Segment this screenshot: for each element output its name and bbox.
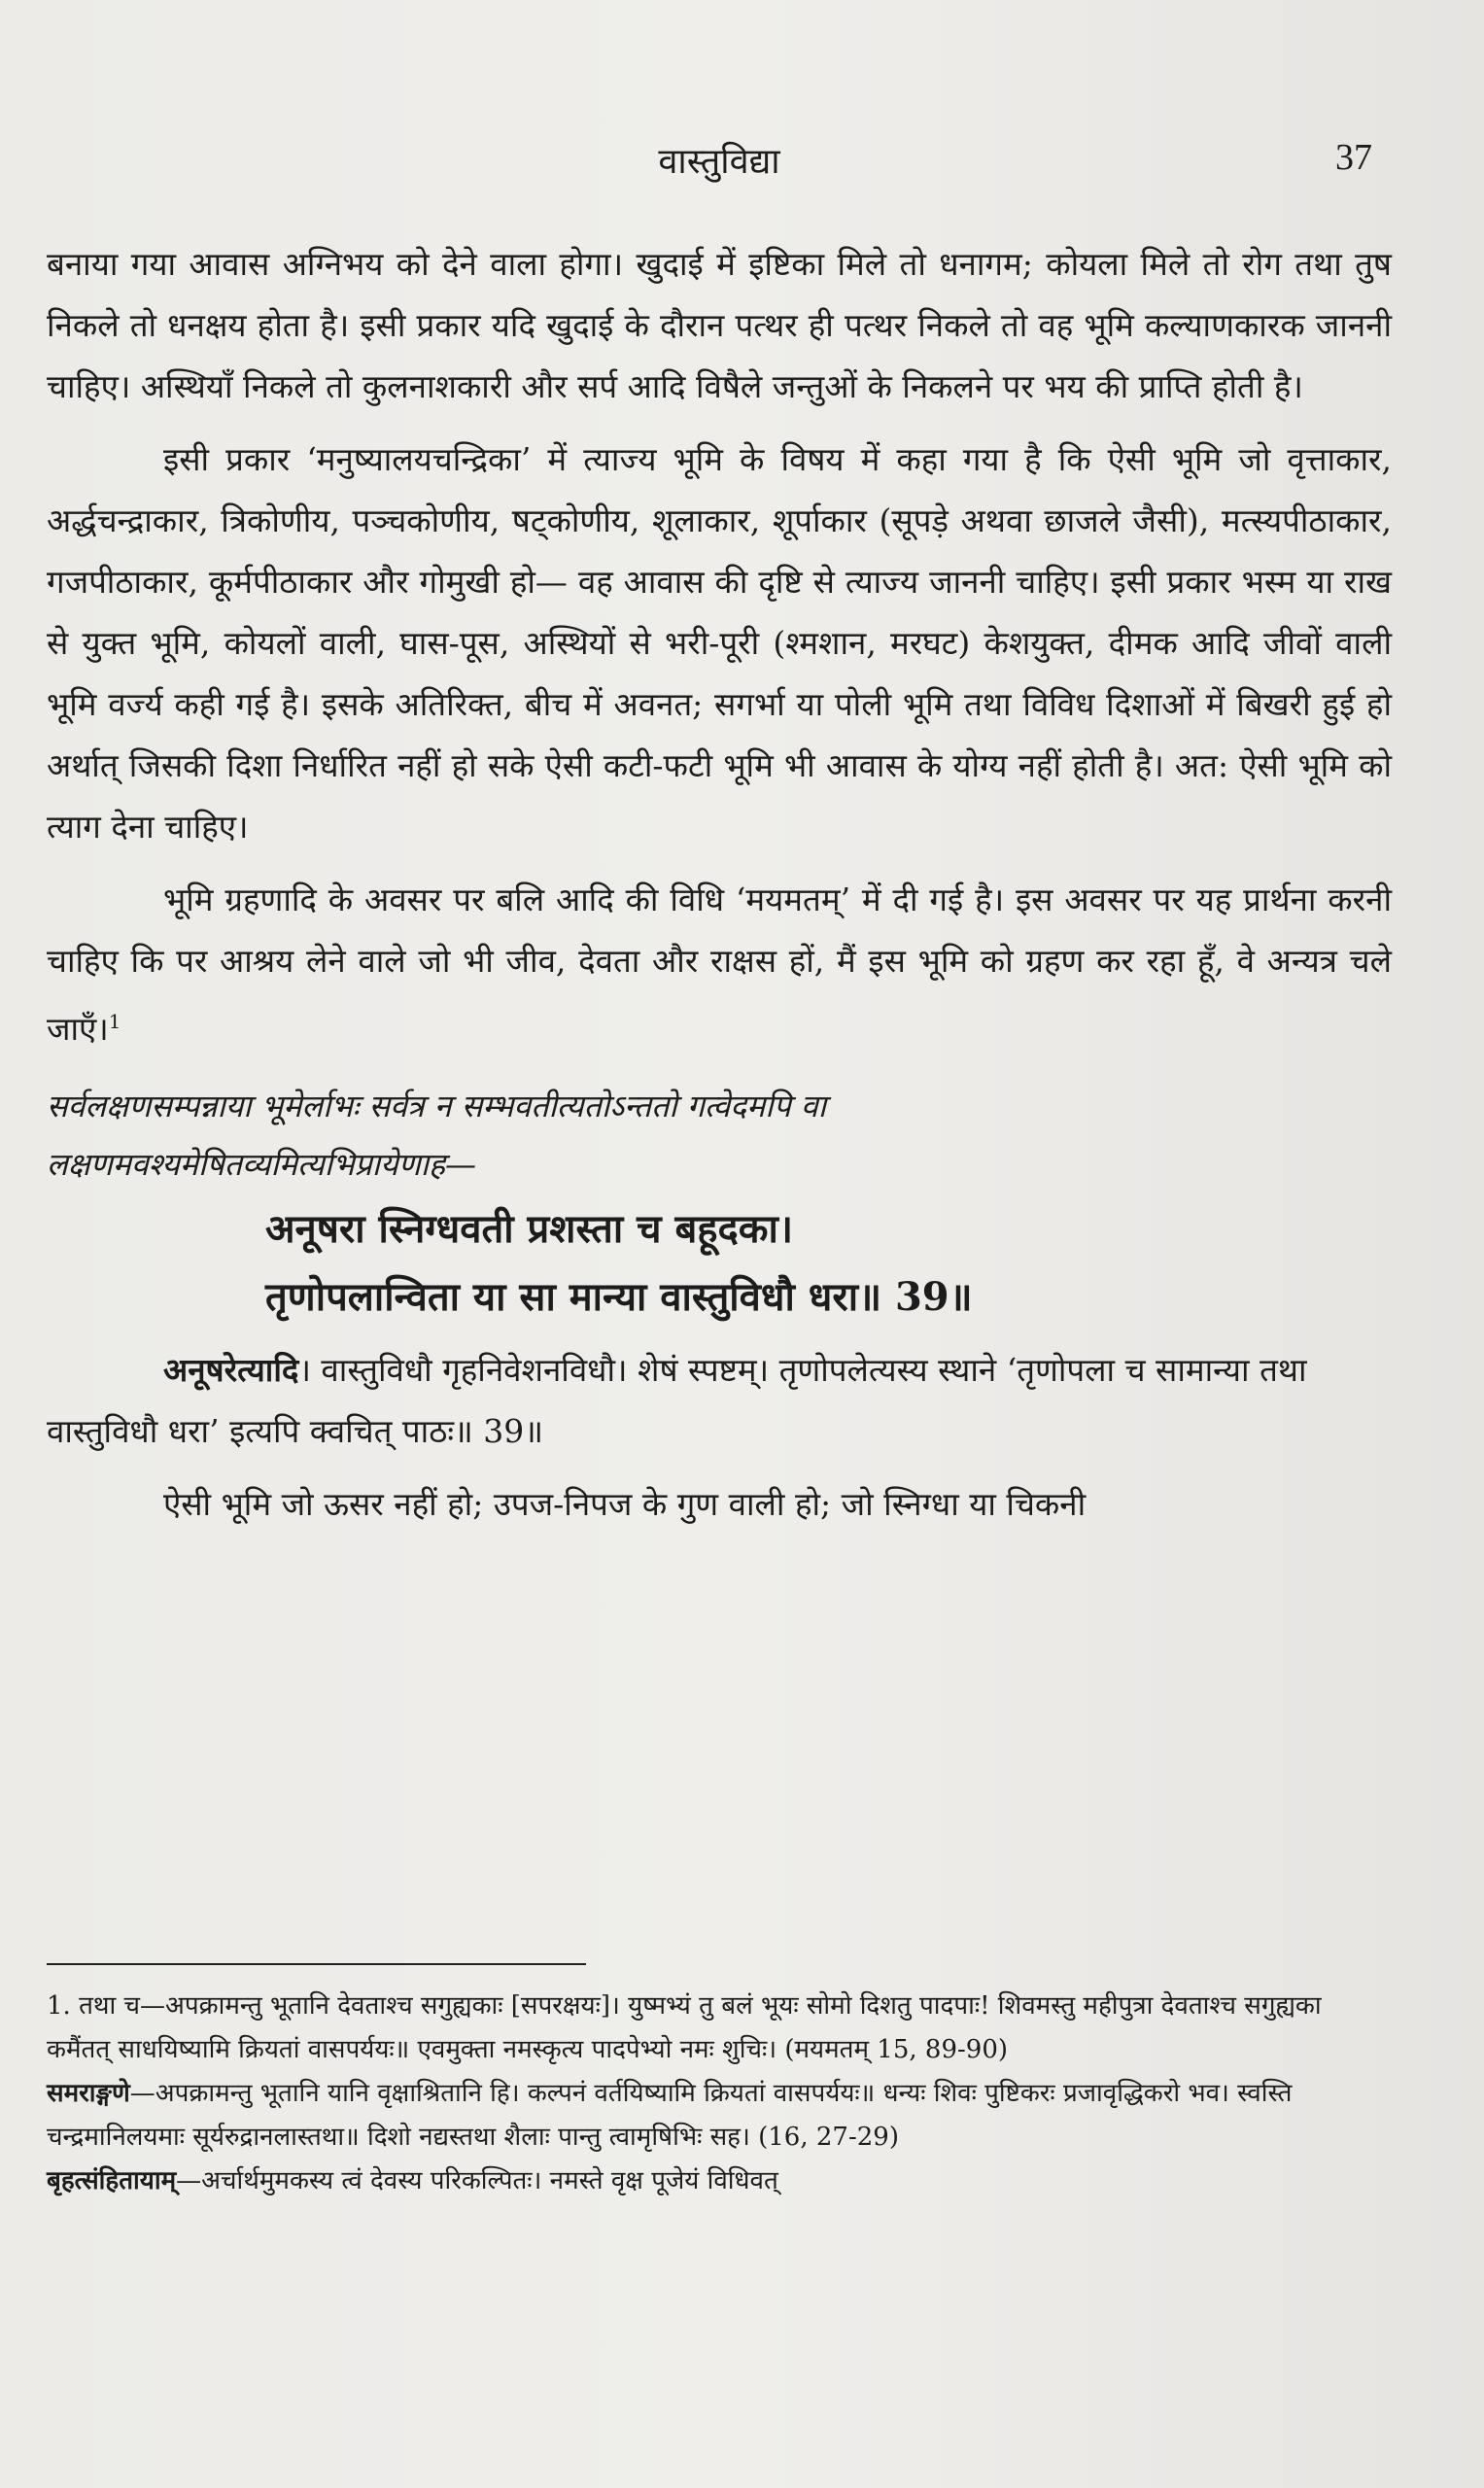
page-header <box>47 136 1392 194</box>
page-number: 37 <box>1335 137 1372 178</box>
footnote-3 <box>47 2160 1392 2203</box>
footnote-2-lead: समराङ्गणे <box>47 2079 130 2108</box>
footnote-marker: 1 <box>108 1010 121 1033</box>
sanskrit-intro <box>47 1077 1392 1193</box>
footnote-1: 1. तथा च—अपक्रामन्तु भूतानि देवताश्च सगुह्यकाः [सपरक्षयः]। युष्मभ्यं तु बलं भूयः सोमो दिशतु पादपाः! शिवमस्तु महीपुत्रा देवताश्च सगुह्यका कमैंतत् साधयिष्यामि क्रियतां वासपर्ययः॥ एवमुक्ता नमस्कृत्य पादपेभ्यो नमः शुचिः। (मयमतम् 15, 89-90) <box>47 1991 1322 2064</box>
footnote-2-text: —अपक्रामन्तु भूतानि यानि वृक्षाश्रितानि हि। कल्पनं वर्तयिष्यामि क्रियतां वासपर्ययः॥ धन्यः शिवः पुष्टिकरः प्रजावृद्धिकरो भव। स्वस्ति चन्द्रमानिलयमाः सूर्यरुद्रानलास्तथा॥ दिशो नद्यस्तथा शैलाः पान्तु त्वामृषिभिः सह। (16, 27-29) <box>47 2079 1293 2152</box>
footnote-divider <box>47 1963 586 1965</box>
main-text <box>47 233 1392 1546</box>
footnote-3-lead: बृहत्संहितायाम् <box>47 2166 177 2195</box>
running-title: वास्तुविद्या <box>658 142 780 182</box>
footnote-3-text: —अर्चार्थमुमकस्य त्वं देवस्य परिकल्पितः। नमस्ते वृक्ष पूजेयं विधिवत् <box>176 2166 778 2195</box>
paragraph-3 <box>47 869 1392 1059</box>
footnote-2 <box>47 2072 1392 2160</box>
footnotes <box>47 1985 1392 2203</box>
commentary-text: । वास्तुविधौ गृहनिवेशनविधौ। शेषं स्पष्टम्। तृणोपलेत्यस्य स्थाने ‘तृणोपला च सामान्या तथा वास्तुविधौ धरा’ इत्यपि क्वचित् पाठः॥ 39॥ <box>47 1351 1307 1450</box>
paragraph-1: बनाया गया आवास अग्निभय को देने वाला होगा। खुदाई में इष्टिका मिले तो धनागम; कोयला मिले तो रोग तथा तुष निकले तो धनक्षय होता है। इसी प्रकार यदि खुदाई के दौरान पत्थर ही पत्थर निकले तो वह भूमि कल्याणकारक जाननी चाहिए। अस्थियाँ निकले तो कुलनाशकारी और सर्प आदि विषैले जन्तुओं के निकलने पर भय की प्राप्ति होती है। <box>47 245 1392 405</box>
last-paragraph: ऐसी भूमि जो ऊसर नहीं हो; उपज-निपज के गुण वाली हो; जो स्निग्धा या चिकनी <box>163 1485 1087 1523</box>
sanskrit-intro-line-1: सर्वलक्षणसम्पन्नाया भूमेर्लाभः सर्वत्र न सम्भवतीत्यतोऽन्ततो गत्वेदमपि वा <box>47 1088 826 1124</box>
verse-line-2: तृणोपलान्विता या सा मान्या वास्तुविधौ धरा॥ 39॥ <box>265 1274 973 1320</box>
verse-block <box>47 1195 1392 1331</box>
verse-line-1: अनूषरा स्निग्धवती प्रशस्ता च बहूदका। <box>265 1206 794 1252</box>
paragraph-2: इसी प्रकार ‘मनुष्यालयचन्द्रिका’ में त्याज्य भूमि के विषय में कहा गया है कि ऐसी भूमि जो वृत्ताकार, अर्द्धचन्द्राकार, त्रिकोणीय, पञ्चकोणीय, षट्कोणीय, शूलाकार, शूर्पाकार (सूपड़े अथवा छाजले जैसी), मत्स्यपीठाकार, गजपीठाकार, कूर्मपीठाकार और गोमुखी हो— वह आवास की दृष्टि से त्याज्य जाननी चाहिए। इसी प्रकार भस्म या राख से युक्त भूमि, कोयलों वाली, घास-पूस, अस्थियों से भरी-पूरी (श्मशान, मरघट) केशयुक्त, दीमक आदि जीवों वाली भूमि वर्ज्य कही गई है। इसके अतिरिक्त, बीच में अवनत; सगर्भा या पोली भूमि तथा विविध दिशाओं में बिखरी हुई हो अर्थात् जिसकी दिशा निर्धारित नहीं हो सके ऐसी कटी-फटी भूमि भी आवास के योग्य नहीं होती है। अत: ऐसी भूमि को त्याग देना चाहिए। <box>47 440 1392 846</box>
commentary-lead: अनूषरेत्यादि <box>163 1351 299 1389</box>
paragraph-3-text: भूमि ग्रहणादि के अवसर पर बलि आदि की विधि ‘मयमतम्’ में दी गई है। इस अवसर पर यह प्रार्थना करनी चाहिए कि पर आश्रय लेने वाले जो भी जीव, देवता और राक्षस हों, मैं इस भूमि को ग्रहण कर रहा हूँ, वे अन्यत्र चले जाएँ। <box>47 881 1392 1048</box>
commentary <box>47 1339 1392 1462</box>
sanskrit-intro-line-2: लक्षणमवश्यमेषितव्यमित्यभिप्रायेणाह— <box>47 1146 477 1183</box>
